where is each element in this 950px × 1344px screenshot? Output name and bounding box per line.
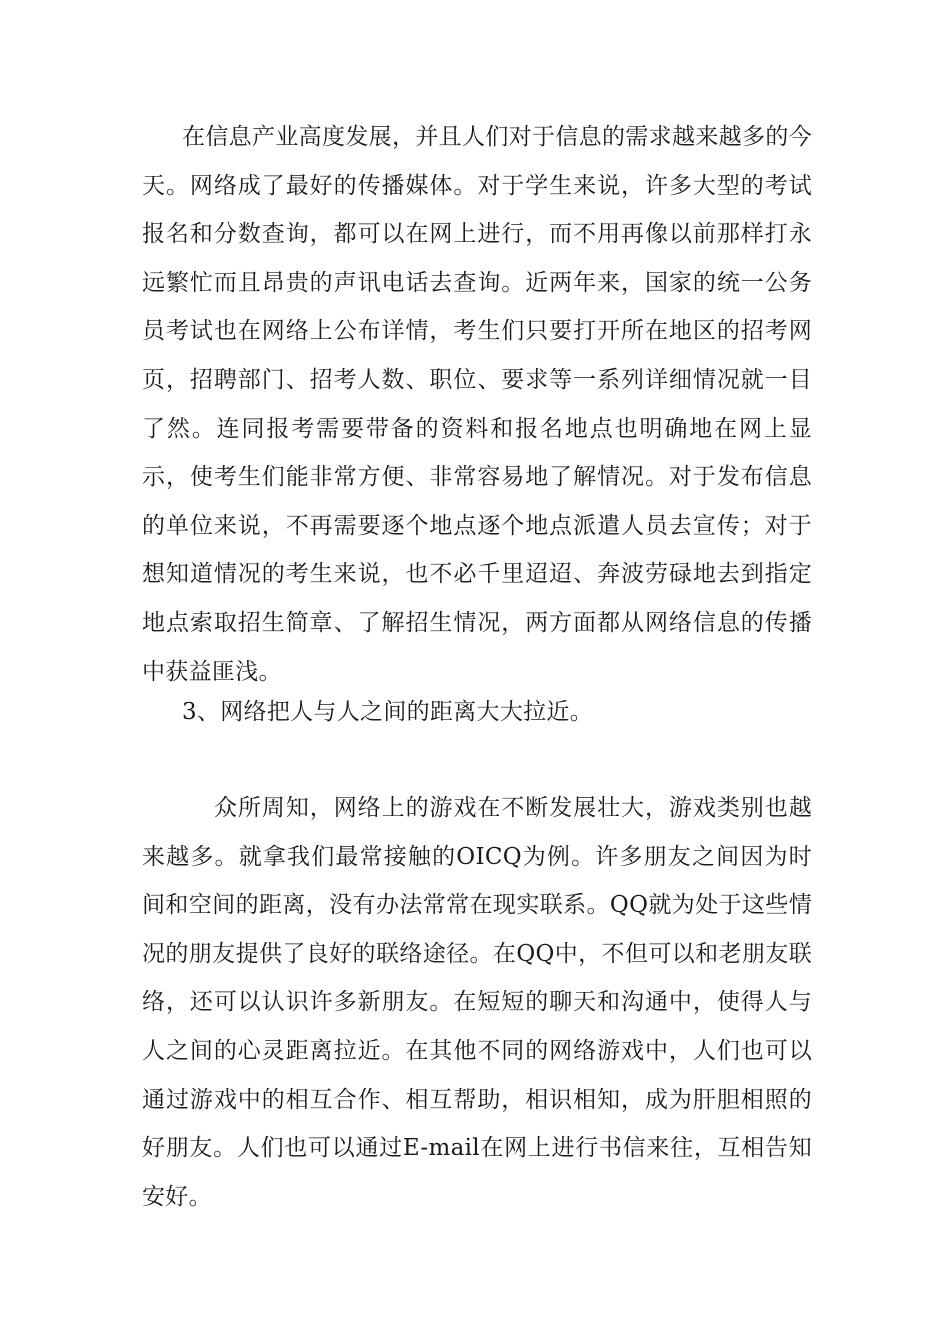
section-heading-3: 3、网络把人与人之间的距离大大拉近。 [182, 699, 594, 725]
body-paragraph-network-games: 众所周知，网络上的游戏在不断发展壮大，游戏类别也越来越多。就拿我们最常接触的OICQ为例。许多朋友之间因为时间和空间的距离，没有办法常常在现实联系。QQ就为处于这些情况的朋友提供了良好的联络途径。在QQ中，不但可以和老朋友联络，还可以认识许多新朋友。在短短的聊天和沟通中，使得人与人之间的心灵距离拉近。在其他不同的网络游戏中，人们也可以通过游戏中的相互合作、相互帮助，相识相知，成为肝胆相照的好朋友。人们也可以通过E-mail在网上进行书信来往，互相告知安好。 [142, 795, 812, 1210]
body-paragraph-information: 在信息产业高度发展，并且人们对于信息的需求越来越多的今天。网络成了最好的传播媒体。对于学生来说，许多大型的考试报名和分数查询，都可以在网上进行，而不用再像以前那样打永远繁忙而且昂贵的声讯电话去查询。近两年来，国家的统一公务员考试也在网络上公布详情，考生们只要打开所在地区的招考网页，招聘部门、招考人数、职位、要求等一系列详细情况就一目了然。连同报考需要带备的资料和报名地点也明确地在网上显示，使考生们能非常方便、非常容易地了解情况。对于发布信息的单位来说，不再需要逐个地点逐个地点派遣人员去宣传；对于想知道情况的考生来说，也不必千里迢迢、奔波劳碌地去到指定地点索取招生简章、了解招生情况，两方面都从网络信息的传播中获益匪浅。 [142, 124, 812, 685]
